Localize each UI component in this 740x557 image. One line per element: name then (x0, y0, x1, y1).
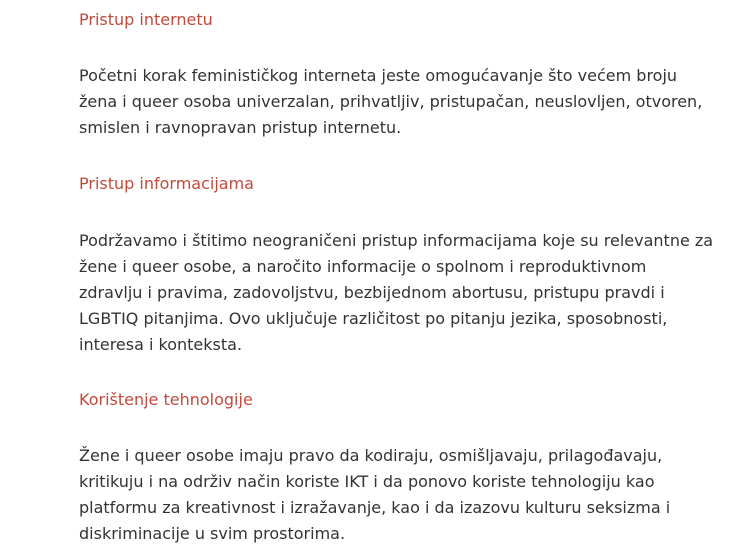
paragraph-line: žena i queer osoba univerzalan, prihvatljiv, pristupačan, neuslovljen, otvoren, (79, 92, 703, 111)
paragraph-line: platformu za kreativnost i izražavanje, kao i da izazovu kulturu seksizma i (79, 498, 671, 517)
section-heading-internet-access: Pristup internetu (79, 10, 213, 29)
paragraph-line: kritikuju i na održiv način koriste IKT i da ponovo koriste tehnologiju kao (79, 472, 655, 491)
section-paragraph-information-access (79, 228, 713, 358)
section-paragraph-technology-use (79, 443, 670, 547)
paragraph-line: smislen i ravnopravan pristup internetu. (79, 118, 402, 137)
paragraph-line: interesa i konteksta. (79, 335, 243, 354)
paragraph-line: Početni korak feminističkog interneta jeste omogućavanje što većem broju (79, 66, 678, 85)
paragraph-line: LGBTIQ pitanjima. Ovo uključuje različitost po pitanju jezika, sposobnosti, (79, 309, 668, 328)
paragraph-line: diskriminacije u svim prostorima. (79, 524, 346, 543)
section-heading-information-access: Pristup informacijama (79, 174, 254, 193)
paragraph-line: zdravlju i pravima, zadovoljstvu, bezbijednom abortusu, pristupu pravdi i (79, 283, 665, 302)
section-paragraph-internet-access (79, 63, 702, 141)
paragraph-line: žene i queer osobe, a naročito informacije o spolnom i reproduktivnom (79, 257, 647, 276)
paragraph-line: Podržavamo i štitimo neograničeni pristup informacijama koje su relevantne za (79, 231, 714, 250)
section-heading-technology-use: Korištenje tehnologije (79, 390, 253, 409)
paragraph-line: Žene i queer osobe imaju pravo da kodiraju, osmišljavaju, prilagođavaju, (79, 446, 663, 465)
